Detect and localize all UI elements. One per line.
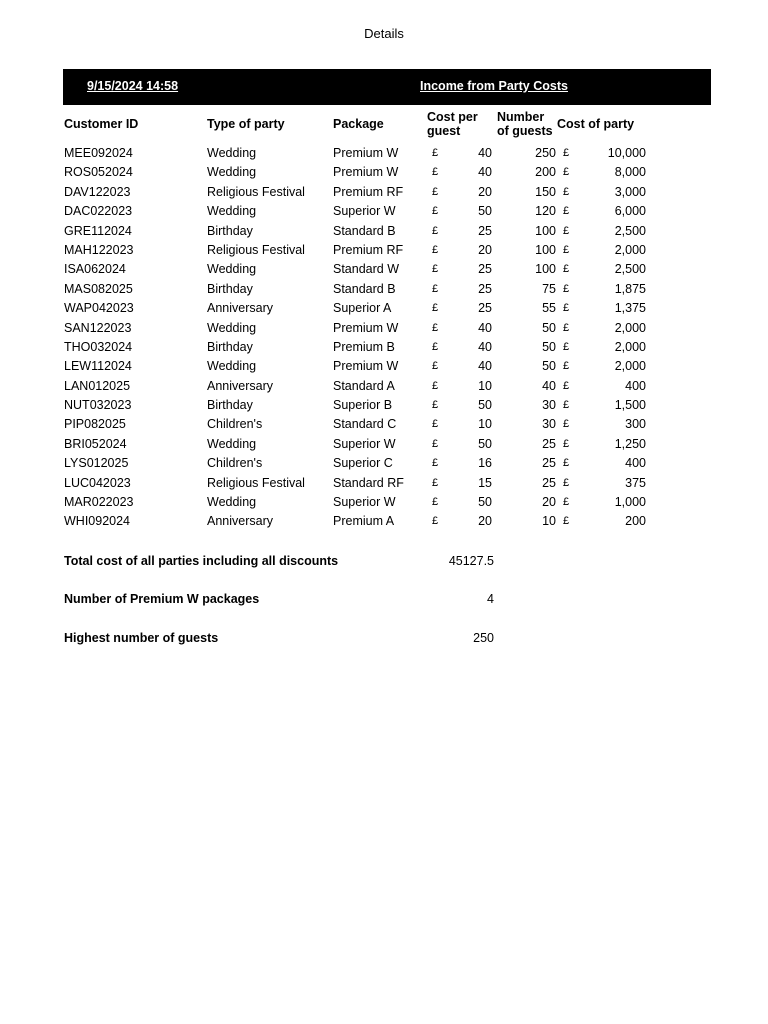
summary-premium-w-value: 4 bbox=[487, 592, 494, 606]
cell-number-of-guests: 250 bbox=[535, 146, 556, 160]
cell-cost-per-guest: 20 bbox=[478, 242, 492, 257]
cell-type-of-party: Children's bbox=[207, 456, 263, 471]
cell-type-of-party: Wedding bbox=[207, 495, 257, 510]
cell-cost-per-guest: 40 bbox=[478, 359, 492, 374]
currency-symbol: £ bbox=[563, 360, 570, 373]
currency-symbol: £ bbox=[563, 379, 570, 392]
cell-package: Superior C bbox=[333, 456, 393, 471]
cell-cost-of-party: 1,375 bbox=[614, 301, 646, 316]
summary-premium-w-label: Number of Premium W packages bbox=[64, 592, 260, 606]
currency-symbol: £ bbox=[432, 224, 439, 237]
cell-number-of-guests: 10 bbox=[542, 514, 556, 529]
column-header-number-of-guests: Number of guests bbox=[497, 110, 553, 138]
table-row bbox=[0, 435, 768, 454]
currency-symbol: £ bbox=[563, 340, 570, 353]
cell-package: Premium W bbox=[333, 359, 399, 374]
cell-package: Standard C bbox=[333, 417, 397, 432]
column-header-customer-id: Customer ID bbox=[64, 117, 139, 131]
cell-cost-of-party: 300 bbox=[625, 417, 646, 432]
cell-cost-of-party: 3,000 bbox=[614, 184, 646, 199]
cell-type-of-party: Wedding bbox=[207, 359, 257, 374]
currency-symbol: £ bbox=[432, 185, 439, 198]
table-row bbox=[0, 454, 768, 473]
currency-symbol: £ bbox=[563, 282, 570, 295]
cell-package: Superior A bbox=[333, 301, 392, 316]
currency-symbol: £ bbox=[563, 515, 570, 528]
cell-cost-of-party: 200 bbox=[625, 514, 646, 529]
column-header-package: Package bbox=[333, 117, 384, 131]
cell-package: Premium W bbox=[333, 165, 399, 180]
cell-customer-id: WHI092024 bbox=[64, 514, 131, 529]
cell-customer-id: ISA062024 bbox=[64, 262, 126, 277]
cell-customer-id: LAN012025 bbox=[64, 378, 131, 393]
cell-number-of-guests: 120 bbox=[535, 204, 556, 219]
currency-symbol: £ bbox=[563, 147, 570, 159]
cell-customer-id: LYS012025 bbox=[64, 456, 129, 471]
table-row bbox=[0, 163, 768, 182]
cell-number-of-guests: 100 bbox=[535, 242, 556, 257]
cell-cost-per-guest: 40 bbox=[478, 339, 492, 354]
cell-customer-id: DAV122023 bbox=[64, 184, 131, 199]
cell-number-of-guests: 200 bbox=[535, 165, 556, 180]
cell-package: Superior W bbox=[333, 495, 396, 510]
cell-type-of-party: Children's bbox=[207, 417, 263, 432]
currency-symbol: £ bbox=[563, 399, 570, 412]
cell-customer-id: BRI052024 bbox=[64, 436, 127, 451]
currency-symbol: £ bbox=[563, 437, 570, 450]
table-row bbox=[0, 357, 768, 376]
summary-total-cost bbox=[0, 554, 768, 570]
cell-package: Premium W bbox=[333, 320, 399, 335]
table-row bbox=[0, 474, 768, 493]
cell-customer-id: MAR022023 bbox=[64, 495, 134, 510]
cell-cost-of-party: 1,000 bbox=[614, 495, 646, 510]
cell-type-of-party: Wedding bbox=[207, 165, 257, 180]
cell-number-of-guests: 100 bbox=[535, 262, 556, 277]
cell-customer-id: LEW112024 bbox=[64, 359, 132, 374]
cell-number-of-guests: 75 bbox=[542, 281, 556, 296]
table-row bbox=[0, 493, 768, 512]
cell-type-of-party: Birthday bbox=[207, 281, 253, 296]
currency-symbol: £ bbox=[432, 263, 439, 276]
cell-package: Premium W bbox=[333, 146, 399, 160]
cell-package: Premium B bbox=[333, 339, 395, 354]
cell-cost-per-guest: 25 bbox=[478, 281, 492, 296]
column-header-type-of-party: Type of party bbox=[207, 117, 285, 131]
summary-total-cost-value: 45127.5 bbox=[448, 554, 494, 568]
cell-number-of-guests: 100 bbox=[535, 223, 556, 238]
currency-symbol: £ bbox=[432, 399, 439, 412]
cell-customer-id: MEE092024 bbox=[64, 146, 133, 160]
cell-package: Standard B bbox=[333, 281, 396, 296]
cell-type-of-party: Wedding bbox=[207, 204, 257, 219]
currency-symbol: £ bbox=[563, 321, 570, 334]
currency-symbol: £ bbox=[563, 418, 570, 431]
cell-cost-per-guest: 25 bbox=[478, 301, 492, 316]
table-row bbox=[0, 319, 768, 338]
currency-symbol: £ bbox=[432, 360, 439, 373]
currency-symbol: £ bbox=[432, 282, 439, 295]
cell-customer-id: DAC022023 bbox=[64, 204, 133, 219]
cell-package: Superior W bbox=[333, 204, 396, 219]
currency-symbol: £ bbox=[432, 496, 439, 509]
summary-highest-guests-label: Highest number of guests bbox=[64, 631, 219, 645]
currency-symbol: £ bbox=[563, 263, 570, 276]
column-header-cost-of-party: Cost of party bbox=[557, 117, 635, 131]
currency-symbol: £ bbox=[432, 437, 439, 450]
cell-customer-id: GRE112024 bbox=[64, 223, 132, 238]
currency-symbol: £ bbox=[563, 476, 570, 489]
cell-type-of-party: Wedding bbox=[207, 146, 257, 160]
table-row bbox=[0, 144, 768, 163]
cell-type-of-party: Religious Festival bbox=[207, 475, 305, 490]
table-row bbox=[0, 377, 768, 396]
cell-cost-of-party: 1,250 bbox=[614, 436, 646, 451]
cell-type-of-party: Anniversary bbox=[207, 378, 273, 393]
cell-customer-id: THO032024 bbox=[64, 339, 133, 354]
cell-cost-per-guest: 40 bbox=[478, 320, 492, 335]
cell-cost-per-guest: 50 bbox=[478, 436, 492, 451]
summary-highest-guests bbox=[0, 631, 768, 647]
cell-cost-per-guest: 20 bbox=[478, 514, 492, 529]
cell-cost-per-guest: 40 bbox=[478, 146, 492, 160]
cell-cost-of-party: 2,000 bbox=[614, 359, 646, 374]
cell-cost-per-guest: 15 bbox=[478, 475, 492, 490]
currency-symbol: £ bbox=[563, 496, 570, 509]
cell-cost-of-party: 400 bbox=[625, 456, 646, 471]
cell-cost-per-guest: 25 bbox=[478, 262, 492, 277]
cell-customer-id: NUT032023 bbox=[64, 398, 132, 413]
cell-type-of-party: Birthday bbox=[207, 398, 253, 413]
currency-symbol: £ bbox=[563, 224, 570, 237]
currency-symbol: £ bbox=[563, 457, 570, 470]
cell-cost-per-guest: 40 bbox=[478, 165, 492, 180]
summary-total-cost-label: Total cost of all parties including all discounts bbox=[64, 554, 339, 568]
cell-number-of-guests: 30 bbox=[542, 398, 556, 413]
cell-package: Premium RF bbox=[333, 242, 404, 257]
cell-cost-per-guest: 50 bbox=[478, 204, 492, 219]
currency-symbol: £ bbox=[432, 515, 439, 528]
cell-cost-of-party: 2,000 bbox=[614, 320, 646, 335]
report-banner bbox=[63, 69, 711, 105]
table-row bbox=[0, 202, 768, 221]
cell-customer-id: MAH122023 bbox=[64, 242, 134, 257]
page-header: Details bbox=[364, 26, 404, 41]
cell-package: Standard A bbox=[333, 378, 395, 393]
cell-type-of-party: Anniversary bbox=[207, 301, 273, 316]
cell-cost-per-guest: 10 bbox=[478, 378, 492, 393]
cell-customer-id: ROS052024 bbox=[64, 165, 133, 180]
table-row bbox=[0, 280, 768, 299]
table-body bbox=[0, 144, 768, 532]
cell-type-of-party: Religious Festival bbox=[207, 242, 305, 257]
cell-number-of-guests: 25 bbox=[542, 436, 556, 451]
currency-symbol: £ bbox=[432, 476, 439, 489]
cell-type-of-party: Anniversary bbox=[207, 514, 273, 529]
cell-package: Premium A bbox=[333, 514, 395, 529]
cell-cost-of-party: 2,000 bbox=[614, 339, 646, 354]
cell-number-of-guests: 50 bbox=[542, 320, 556, 335]
cell-cost-per-guest: 50 bbox=[478, 398, 492, 413]
cell-number-of-guests: 30 bbox=[542, 417, 556, 432]
cell-customer-id: MAS082025 bbox=[64, 281, 133, 296]
column-header-cost-per-guest: Cost per guest bbox=[427, 110, 478, 138]
cell-cost-per-guest: 16 bbox=[478, 456, 492, 471]
currency-symbol: £ bbox=[563, 302, 570, 315]
currency-symbol: £ bbox=[432, 418, 439, 431]
cell-package: Standard RF bbox=[333, 475, 404, 490]
cell-cost-of-party: 6,000 bbox=[614, 204, 646, 219]
table-row bbox=[0, 512, 768, 531]
summary-premium-w-count bbox=[0, 592, 768, 608]
cell-cost-of-party: 1,875 bbox=[614, 281, 646, 296]
cell-customer-id: LUC042023 bbox=[64, 475, 131, 490]
cell-package: Superior W bbox=[333, 436, 396, 451]
report-title: Income from Party Costs bbox=[420, 79, 568, 93]
cell-customer-id: WAP042023 bbox=[64, 301, 134, 316]
cell-cost-of-party: 2,500 bbox=[614, 223, 646, 238]
cell-type-of-party: Wedding bbox=[207, 320, 257, 335]
cell-cost-of-party: 375 bbox=[625, 475, 646, 490]
cell-number-of-guests: 55 bbox=[542, 301, 556, 316]
table-row bbox=[0, 222, 768, 241]
table-row bbox=[0, 338, 768, 357]
cell-cost-of-party: 8,000 bbox=[614, 165, 646, 180]
cell-package: Standard W bbox=[333, 262, 400, 277]
currency-symbol: £ bbox=[432, 205, 439, 218]
currency-symbol: £ bbox=[432, 379, 439, 392]
table-header bbox=[0, 109, 768, 141]
table-row bbox=[0, 260, 768, 279]
cell-type-of-party: Wedding bbox=[207, 262, 257, 277]
cell-number-of-guests: 25 bbox=[542, 456, 556, 471]
cell-customer-id: PIP082025 bbox=[64, 417, 126, 432]
cell-package: Premium RF bbox=[333, 184, 404, 199]
cell-cost-of-party: 400 bbox=[625, 378, 646, 393]
currency-symbol: £ bbox=[563, 205, 570, 218]
currency-symbol: £ bbox=[432, 147, 439, 159]
table-row bbox=[0, 241, 768, 260]
currency-symbol: £ bbox=[432, 166, 439, 179]
cell-cost-of-party: 1,500 bbox=[614, 398, 646, 413]
cell-number-of-guests: 40 bbox=[542, 378, 556, 393]
cell-cost-per-guest: 10 bbox=[478, 417, 492, 432]
cell-number-of-guests: 25 bbox=[542, 475, 556, 490]
cell-cost-of-party: 2,500 bbox=[614, 262, 646, 277]
cell-type-of-party: Religious Festival bbox=[207, 184, 305, 199]
cell-type-of-party: Wedding bbox=[207, 436, 257, 451]
cell-number-of-guests: 150 bbox=[535, 184, 556, 199]
currency-symbol: £ bbox=[432, 340, 439, 353]
cell-customer-id: SAN122023 bbox=[64, 320, 132, 335]
table-row bbox=[0, 299, 768, 318]
currency-symbol: £ bbox=[432, 457, 439, 470]
cell-number-of-guests: 20 bbox=[542, 495, 556, 510]
currency-symbol: £ bbox=[432, 321, 439, 334]
currency-symbol: £ bbox=[563, 166, 570, 179]
table-row bbox=[0, 415, 768, 434]
summary-highest-guests-value: 250 bbox=[473, 631, 494, 645]
cell-cost-per-guest: 20 bbox=[478, 184, 492, 199]
report-timestamp: 9/15/2024 14:58 bbox=[87, 79, 179, 93]
cell-number-of-guests: 50 bbox=[542, 339, 556, 354]
cell-cost-per-guest: 50 bbox=[478, 495, 492, 510]
currency-symbol: £ bbox=[563, 185, 570, 198]
currency-symbol: £ bbox=[432, 302, 439, 315]
cell-type-of-party: Birthday bbox=[207, 223, 253, 238]
cell-package: Standard B bbox=[333, 223, 396, 238]
currency-symbol: £ bbox=[563, 243, 570, 256]
table-row bbox=[0, 396, 768, 415]
cell-number-of-guests: 50 bbox=[542, 359, 556, 374]
cell-package: Superior B bbox=[333, 398, 393, 413]
cell-cost-of-party: 10,000 bbox=[607, 146, 646, 160]
table-row bbox=[0, 183, 768, 202]
cell-cost-per-guest: 25 bbox=[478, 223, 492, 238]
cell-type-of-party: Birthday bbox=[207, 339, 253, 354]
currency-symbol: £ bbox=[432, 243, 439, 256]
cell-cost-of-party: 2,000 bbox=[614, 242, 646, 257]
